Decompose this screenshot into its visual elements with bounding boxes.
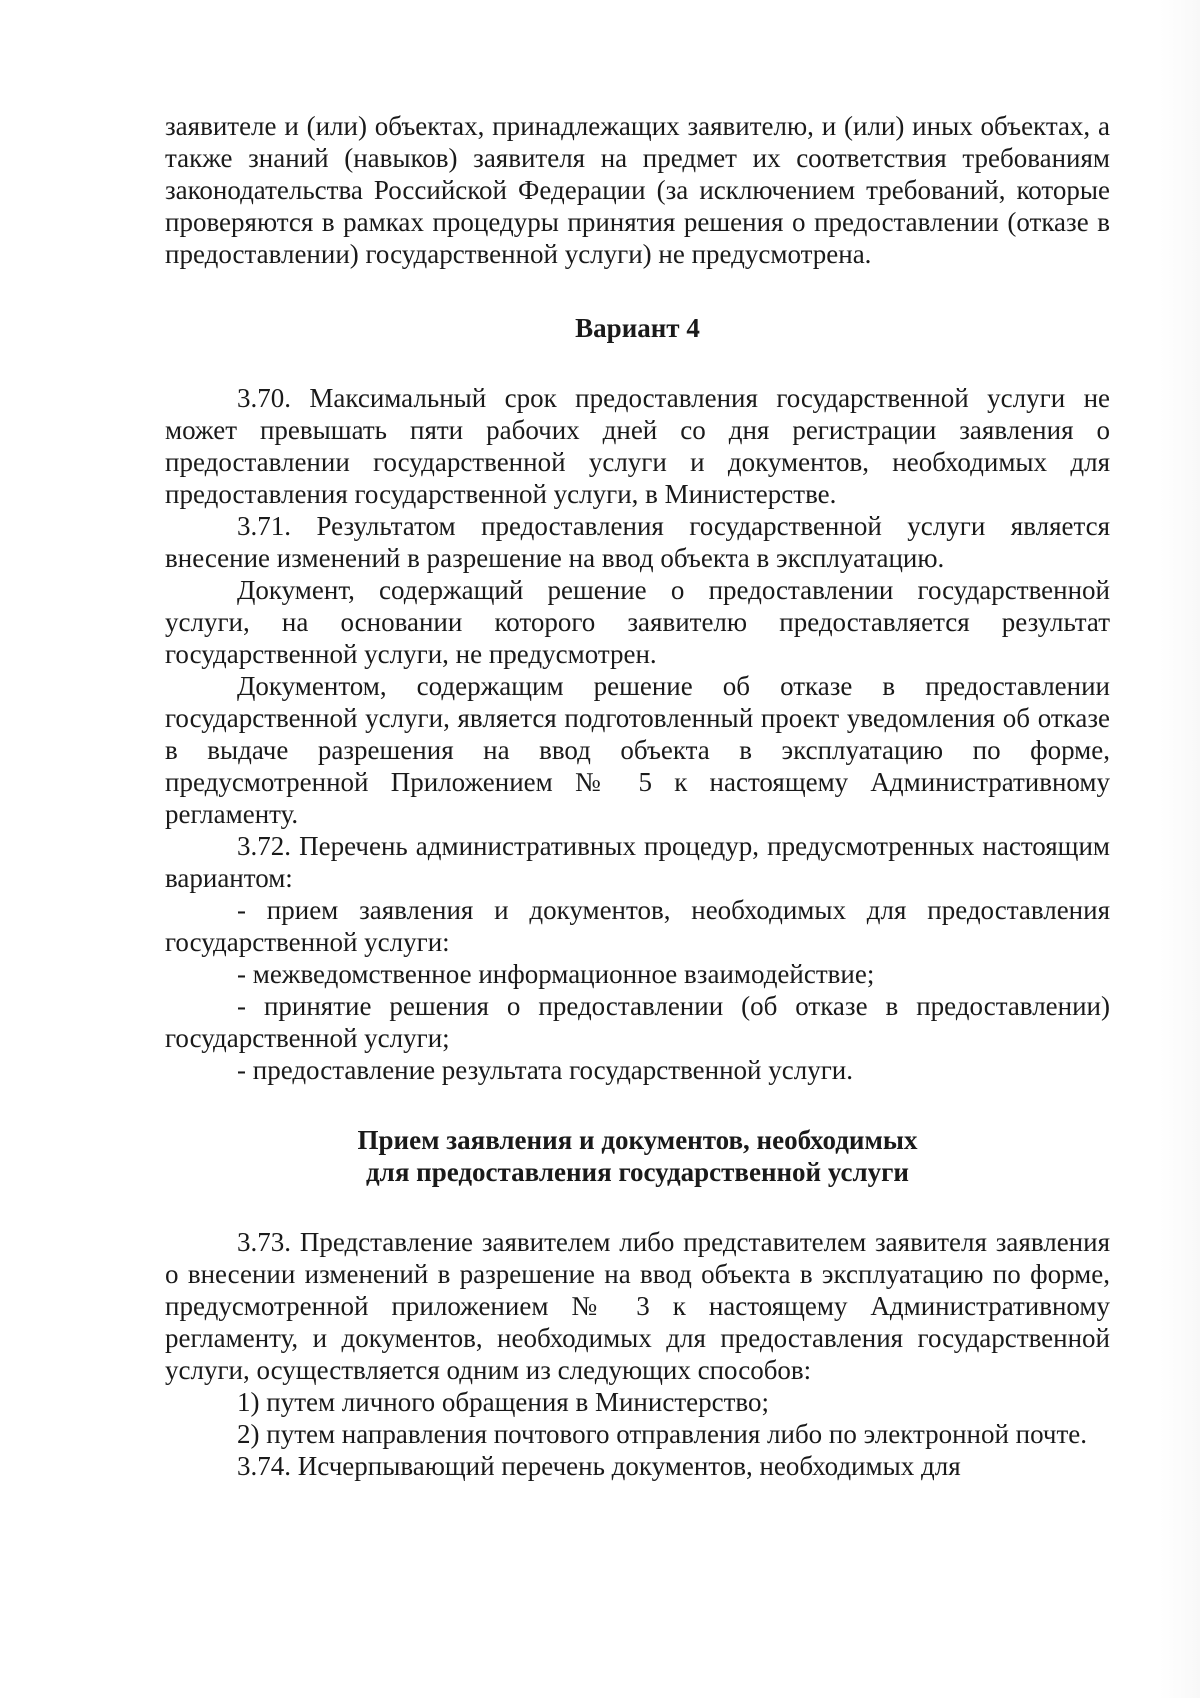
paragraph-3-73: 3.73. Представление заявителем либо представителем заявителя заявления о внесении изменений в разрешение на ввод объекта в эксплуатацию по форме, предусмотренной приложением № 3 к настоящему Административному регламенту, и документов, необходимых для предоставления государственной услуги, осуществляется одним из следующих способов: bbox=[165, 1227, 1110, 1385]
scan-edge-shading bbox=[1160, 0, 1200, 1698]
section-heading-line-2: для предоставления государственной услуги bbox=[366, 1157, 909, 1187]
document-body bbox=[165, 110, 1110, 1482]
list-item-method-2: 2) путем направления почтового отправления либо по электронной почте. bbox=[237, 1419, 1088, 1449]
paragraph-decision-document: Документ, содержащий решение о предоставлении государственной услуги, на основании которого заявителю предоставляется результат государственной услуги, не предусмотрен. bbox=[165, 575, 1110, 669]
paragraph-3-72: 3.72. Перечень административных процедур, предусмотренных настоящим вариантом: bbox=[165, 831, 1110, 893]
paragraph-refusal-document: Документом, содержащим решение об отказе в предоставлении государственной услуги, является подготовленный проект уведомления об отказе в выдаче разрешения на ввод объекта в эксплуатацию по форме, предусмотренной Приложением № 5 к настоящему Административному регламенту. bbox=[165, 671, 1110, 829]
paragraph-3-70: 3.70. Максимальный срок предоставления государственной услуги не может превышать пяти рабочих дней со дня регистрации заявления о предоставлении государственной услуги и документов, необходимых для предоставления государственной услуги, в Министерстве. bbox=[165, 383, 1110, 509]
list-item-method-1: 1) путем личного обращения в Министерство; bbox=[237, 1387, 769, 1417]
list-item-procedure-3: - принятие решения о предоставлении (об отказе в предоставлении) государственной услуги; bbox=[165, 991, 1110, 1053]
section-heading bbox=[165, 1124, 1110, 1188]
section-heading-line-1: Прием заявления и документов, необходимых bbox=[357, 1125, 918, 1155]
paragraph-3-71: 3.71. Результатом предоставления государственной услуги является внесение изменений в разрешение на ввод объекта в эксплуатацию. bbox=[165, 511, 1110, 573]
variant-heading: Вариант 4 bbox=[575, 313, 700, 343]
list-item-procedure-4: - предоставление результата государственной услуги. bbox=[237, 1055, 853, 1085]
list-item-procedure-2: - межведомственное информационное взаимодействие; bbox=[237, 959, 875, 989]
intro-paragraph: заявителе и (или) объектах, принадлежащих заявителю, и (или) иных объектах, а также знаний (навыков) заявителя на предмет их соответствия требованиям законодательства Российской Федерации (за исключением требований, которые проверяются в рамках процедуры принятия решения о предоставлении (отказе в предоставлении) государственной услуги) не предусмотрена. bbox=[165, 111, 1110, 269]
paragraph-3-74: 3.74. Исчерпывающий перечень документов, необходимых для bbox=[237, 1451, 961, 1481]
list-item-procedure-1: - прием заявления и документов, необходимых для предоставления государственной услуги: bbox=[165, 895, 1110, 957]
